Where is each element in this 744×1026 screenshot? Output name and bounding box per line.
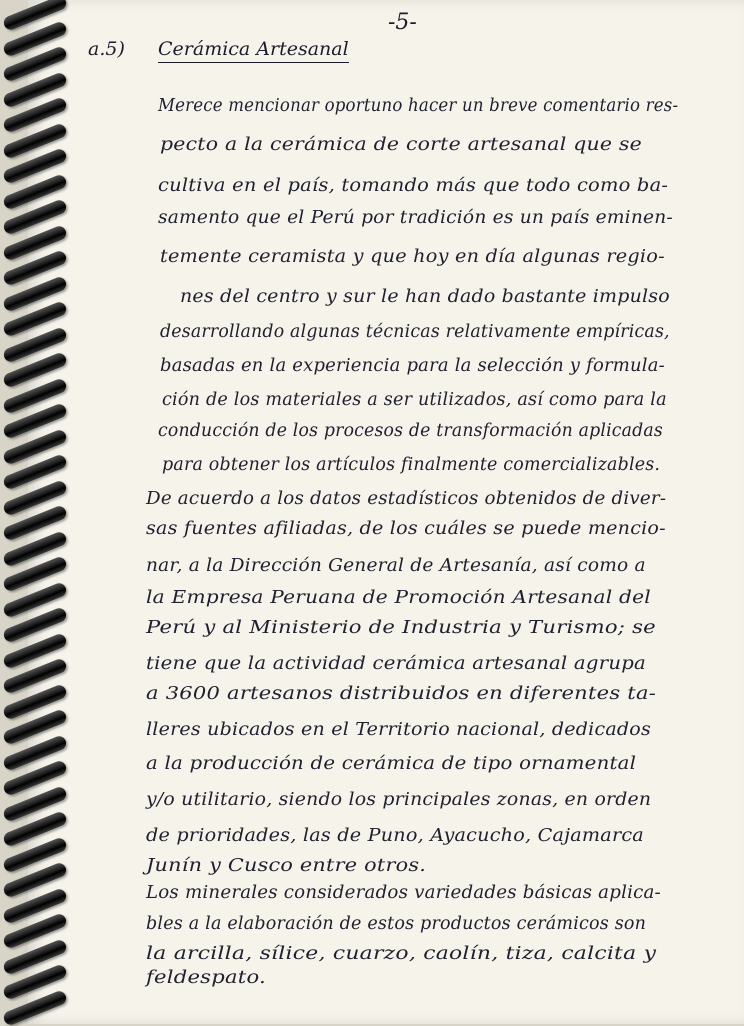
handwritten-line: cultiva en el país, tomando más que todo como ba- <box>158 176 669 196</box>
handwritten-line: nar, a la Dirección General de Artesanía, así como a <box>146 556 646 576</box>
handwritten-line: y/o utilitario, siendo los principales zonas, en orden <box>146 790 652 810</box>
page-number: -5- <box>388 10 417 35</box>
handwritten-line: De acuerdo a los datos estadísticos obtenidos de diver- <box>146 489 667 509</box>
section-number: a.5) <box>88 38 125 60</box>
handwritten-line: sas fuentes afiliadas, de los cuáles se puede mencio- <box>146 519 666 539</box>
handwritten-line: de prioridades, las de Puno, Ayacucho, Cajamarca <box>146 826 644 846</box>
handwritten-line: Perú y al Ministerio de Industria y Turismo; se <box>146 618 656 638</box>
handwritten-line: Los minerales considerados variedades básicas aplica- <box>146 883 661 903</box>
handwritten-line: conducción de los procesos de transformación aplicadas <box>158 421 663 441</box>
handwritten-line: bles a la elaboración de estos productos cerámicos son <box>146 914 647 934</box>
handwritten-line: ción de los materiales a ser utilizados, así como para la <box>162 390 667 410</box>
section-title: Cerámica Artesanal <box>158 38 349 63</box>
handwritten-line: para obtener los artículos finalmente comercializables. <box>162 455 661 475</box>
handwritten-line: la arcilla, sílice, cuarzo, caolín, tiza, calcita y <box>146 944 657 964</box>
handwritten-line: feldespato. <box>146 968 266 988</box>
handwritten-line: nes del centro y sur le han dado bastante impulso <box>180 287 670 307</box>
handwritten-line: Junín y Cusco entre otros. <box>146 856 427 876</box>
handwritten-line: lleres ubicados en el Territorio nacional, dedicados <box>146 720 651 740</box>
handwritten-line: samento que el Perú por tradición es un país eminen- <box>158 208 673 228</box>
handwritten-line: a 3600 artesanos distribuidos en diferentes ta- <box>146 684 657 704</box>
handwritten-line: basadas en la experiencia para la selección y formula- <box>160 356 665 376</box>
handwritten-line: a la producción de cerámica de tipo ornamental <box>146 754 637 774</box>
handwritten-line: pecto a la cerámica de corte artesanal que se <box>160 135 642 155</box>
handwritten-line: temente ceramista y que hoy en día algunas regio- <box>160 247 665 267</box>
handwritten-line: la Empresa Peruana de Promoción Artesanal del <box>146 588 651 608</box>
handwritten-line: tiene que la actividad cerámica artesanal agrupa <box>146 654 646 674</box>
handwritten-line: Merece mencionar oportuno hacer un breve comentario res- <box>158 96 679 116</box>
handwritten-line: desarrollando algunas técnicas relativamente empíricas, <box>160 322 670 342</box>
